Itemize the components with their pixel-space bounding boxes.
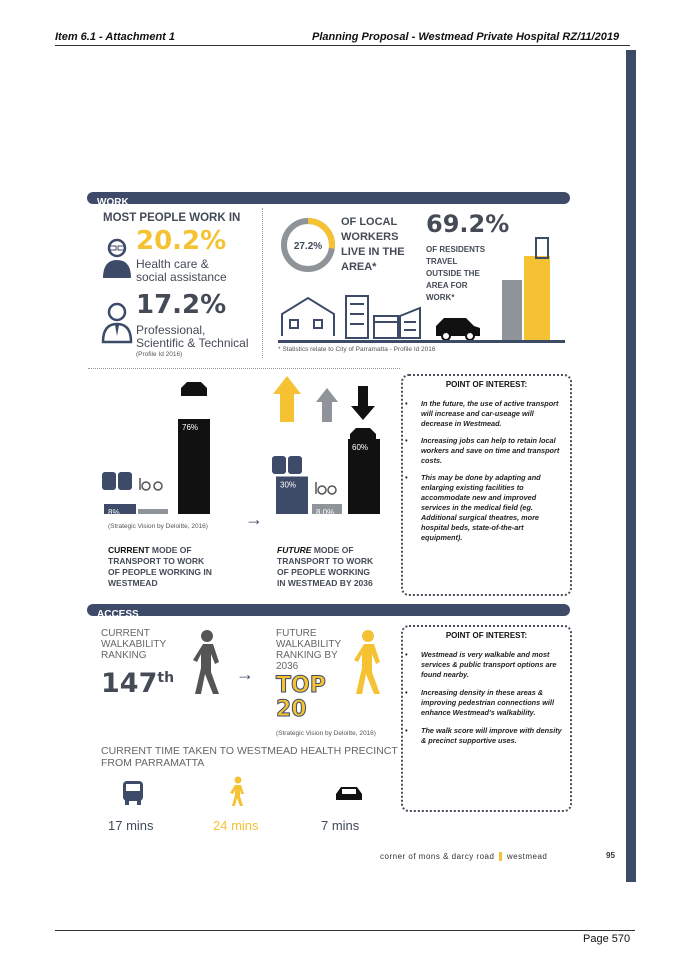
arrow-right-icon: → <box>245 509 263 529</box>
current-rank <box>101 668 174 699</box>
arrow-up-yellow-icon <box>273 376 301 422</box>
car-top-icon <box>181 382 207 396</box>
future-walkability-label <box>276 628 341 672</box>
bus-future-icon-2 <box>288 456 302 474</box>
current-rank-suffix: th <box>157 670 175 686</box>
bus-icon <box>122 780 144 806</box>
current-caption-line-3: OF PEOPLE WORKING IN <box>108 567 212 577</box>
travel-line-2: TRAVEL <box>426 257 458 266</box>
professional-label-line-1: Professional, <box>136 323 206 337</box>
car-icon <box>436 318 480 340</box>
footer-separator <box>499 852 502 861</box>
poi-work-title: POINT OF INTEREST: <box>445 380 528 389</box>
poi-access-bullet-2: • Increasing density in these areas & improving pedestrian connections will enhance Westmead's walkability. <box>403 688 562 718</box>
future-caption-line-4: IN WESTMEAD BY 2036 <box>277 578 373 588</box>
male-worker-icon <box>100 300 134 344</box>
poi-access-box <box>401 625 572 812</box>
current-transport-chart <box>100 380 216 520</box>
travel-line-1: OF RESIDENTS <box>426 245 486 254</box>
work-divider <box>262 208 263 358</box>
travel-line-4: AREA FOR <box>426 281 468 290</box>
future-caption-line-3: OF PEOPLE WORKING <box>277 567 371 577</box>
pedestrian-icon <box>230 776 246 806</box>
page-sidebar-bar <box>626 50 636 882</box>
walk-time: 24 mins <box>213 818 259 833</box>
shop-icon <box>374 316 398 338</box>
current-rank-number: 147 <box>101 668 158 699</box>
location-footer <box>380 852 547 861</box>
future-rank <box>276 674 326 722</box>
time-heading-line-2: FROM PARRAMATTA <box>101 757 205 769</box>
bus-icon-1 <box>102 472 116 490</box>
future-transport-chart <box>270 372 390 520</box>
future-rank-top: TOP <box>276 673 326 698</box>
arrow-down-black-icon <box>351 386 375 420</box>
footer-rule <box>55 930 635 931</box>
bus-icon-2 <box>118 472 132 490</box>
local-workers-line-1: OF LOCAL <box>341 216 398 228</box>
section-divider <box>88 368 400 369</box>
current-walk-line-2: WALKABILITY <box>101 639 167 650</box>
bus-time: 17 mins <box>108 818 154 833</box>
poi-work-bullet-1: • In the future, the use of active transport will increase and car-useage will decrease in Westmead. <box>403 399 562 429</box>
poi-access-bullet-1: • Westmead is very walkable and most services & public transport options are found nearby. <box>403 650 562 680</box>
current-caption-line-4: WESTMEAD <box>108 578 158 588</box>
work-section-bar <box>87 192 570 208</box>
walk-cycle-future-icon <box>316 482 336 494</box>
page-label: Page 570 <box>583 933 631 945</box>
house-icon <box>282 298 334 336</box>
current-chart-source: (Strategic Vision by Deloitte, 2016) <box>108 523 208 530</box>
bar-label-2: 76% <box>182 423 199 432</box>
current-walk-line-1: CURRENT <box>101 628 150 639</box>
work-section-title: WORK <box>97 197 129 208</box>
local-workers-line-3: LIVE IN THE <box>341 246 405 258</box>
bar-label-0: 30% <box>280 480 297 490</box>
profile-source: (Profile Id 2016) <box>136 351 183 358</box>
healthcare-label <box>136 258 227 284</box>
future-rank-number: 20 <box>276 697 307 722</box>
bar-label-2: 60% <box>352 443 369 452</box>
future-word: FUTURE <box>277 545 312 555</box>
bus-future-icon-1 <box>272 456 286 474</box>
stats-note: * Statistics relate to City of Parramatta - Profile Id 2016 <box>278 346 436 353</box>
travel-line-5: WORK* <box>426 293 455 302</box>
future-walk-line-2: WALKABILITY <box>276 639 342 650</box>
arrow-up-gray-icon <box>316 388 338 422</box>
location-text-1: corner of mons & darcy road <box>380 852 495 861</box>
current-transport-caption <box>108 545 212 589</box>
professional-label <box>136 324 249 350</box>
poi-work-bullet-3: • This may be done by adapting and enlarging existing facilities to accommodate new and improved services in the medical field (eg. Additional surgical theatres, more hospital beds, state-of-the-art equipment). <box>403 473 562 543</box>
header-rule <box>55 45 630 46</box>
professional-pct: 17.2% <box>136 290 227 320</box>
future-caption-line-2: TRANSPORT TO WORK <box>277 556 374 566</box>
poi-work-bullet-2: • Increasing jobs can help to retain local workers and save on time and transport costs. <box>403 436 562 466</box>
time-heading-line-1: CURRENT TIME TAKEN TO WESTMEAD HEALTH PRECINCT <box>101 745 398 757</box>
access-section-bar <box>87 604 570 620</box>
future-walk-line-4: 2036 <box>276 661 299 672</box>
travel-pct: 69.2% <box>426 210 510 238</box>
local-workers-line-4: AREA* <box>341 261 377 273</box>
office-building-icon <box>346 296 368 338</box>
future-rest: MODE OF <box>311 545 354 555</box>
poi-work-box <box>401 374 572 596</box>
current-caption-line-2: TRANSPORT TO WORK <box>108 556 205 566</box>
current-walkability-label <box>101 628 166 661</box>
time-heading <box>101 745 398 769</box>
healthcare-label-line-1: Health care & <box>136 257 209 271</box>
future-transport-caption <box>277 545 373 589</box>
bar-label-0: 8% <box>108 508 120 517</box>
most-people-heading: MOST PEOPLE WORK IN <box>103 212 241 224</box>
car-time: 7 mins <box>321 818 360 833</box>
header-right: Planning Proposal - Westmead Private Hospital RZ/11/2019 <box>312 31 620 43</box>
walk-cycle-icon <box>140 478 162 490</box>
yellow-tower-icon <box>524 256 550 340</box>
city-buildings-illustration <box>278 236 565 344</box>
future-walk-line-1: FUTURE <box>276 628 317 639</box>
female-worker-icon <box>100 236 134 280</box>
poi-access-title: POINT OF INTEREST: <box>445 631 528 640</box>
bar-label-1: 8.0% <box>316 508 335 517</box>
location-text-2: westmead <box>506 852 548 861</box>
bar-car <box>178 419 210 514</box>
header-left: Item 6.1 - Attachment 1 <box>55 31 176 43</box>
access-section-title: ACCESS <box>97 609 139 620</box>
gray-tower-icon <box>502 280 522 340</box>
professional-label-line-2: Scientific & Technical <box>136 336 249 350</box>
future-walk-line-3: RANKING BY <box>276 650 338 661</box>
poi-access-bullet-3: • The walk score will improve with density & precinct supportive uses. <box>403 726 562 746</box>
infographic-page-number: 95 <box>606 851 615 860</box>
local-workers-line-2: WORKERS <box>341 231 399 243</box>
current-word: CURRENT <box>108 545 150 555</box>
walk-arrow-icon: → <box>236 664 254 684</box>
walking-person-yellow-icon <box>354 628 388 696</box>
walkability-source: (Strategic Vision by Deloitte, 2016) <box>276 730 376 737</box>
current-walk-line-3: RANKING <box>101 650 147 661</box>
warehouse-icon <box>400 308 420 338</box>
car-time-icon <box>335 784 363 804</box>
current-rest: MODE OF <box>149 545 192 555</box>
donut-label: 27.2% <box>293 241 323 252</box>
travel-line-3: OUTSIDE THE <box>426 269 480 278</box>
bar-label-1: 4% <box>142 513 154 520</box>
healthcare-pct: 20.2% <box>136 226 227 256</box>
walking-person-gray-icon <box>193 628 227 696</box>
healthcare-label-line-2: social assistance <box>136 270 227 284</box>
